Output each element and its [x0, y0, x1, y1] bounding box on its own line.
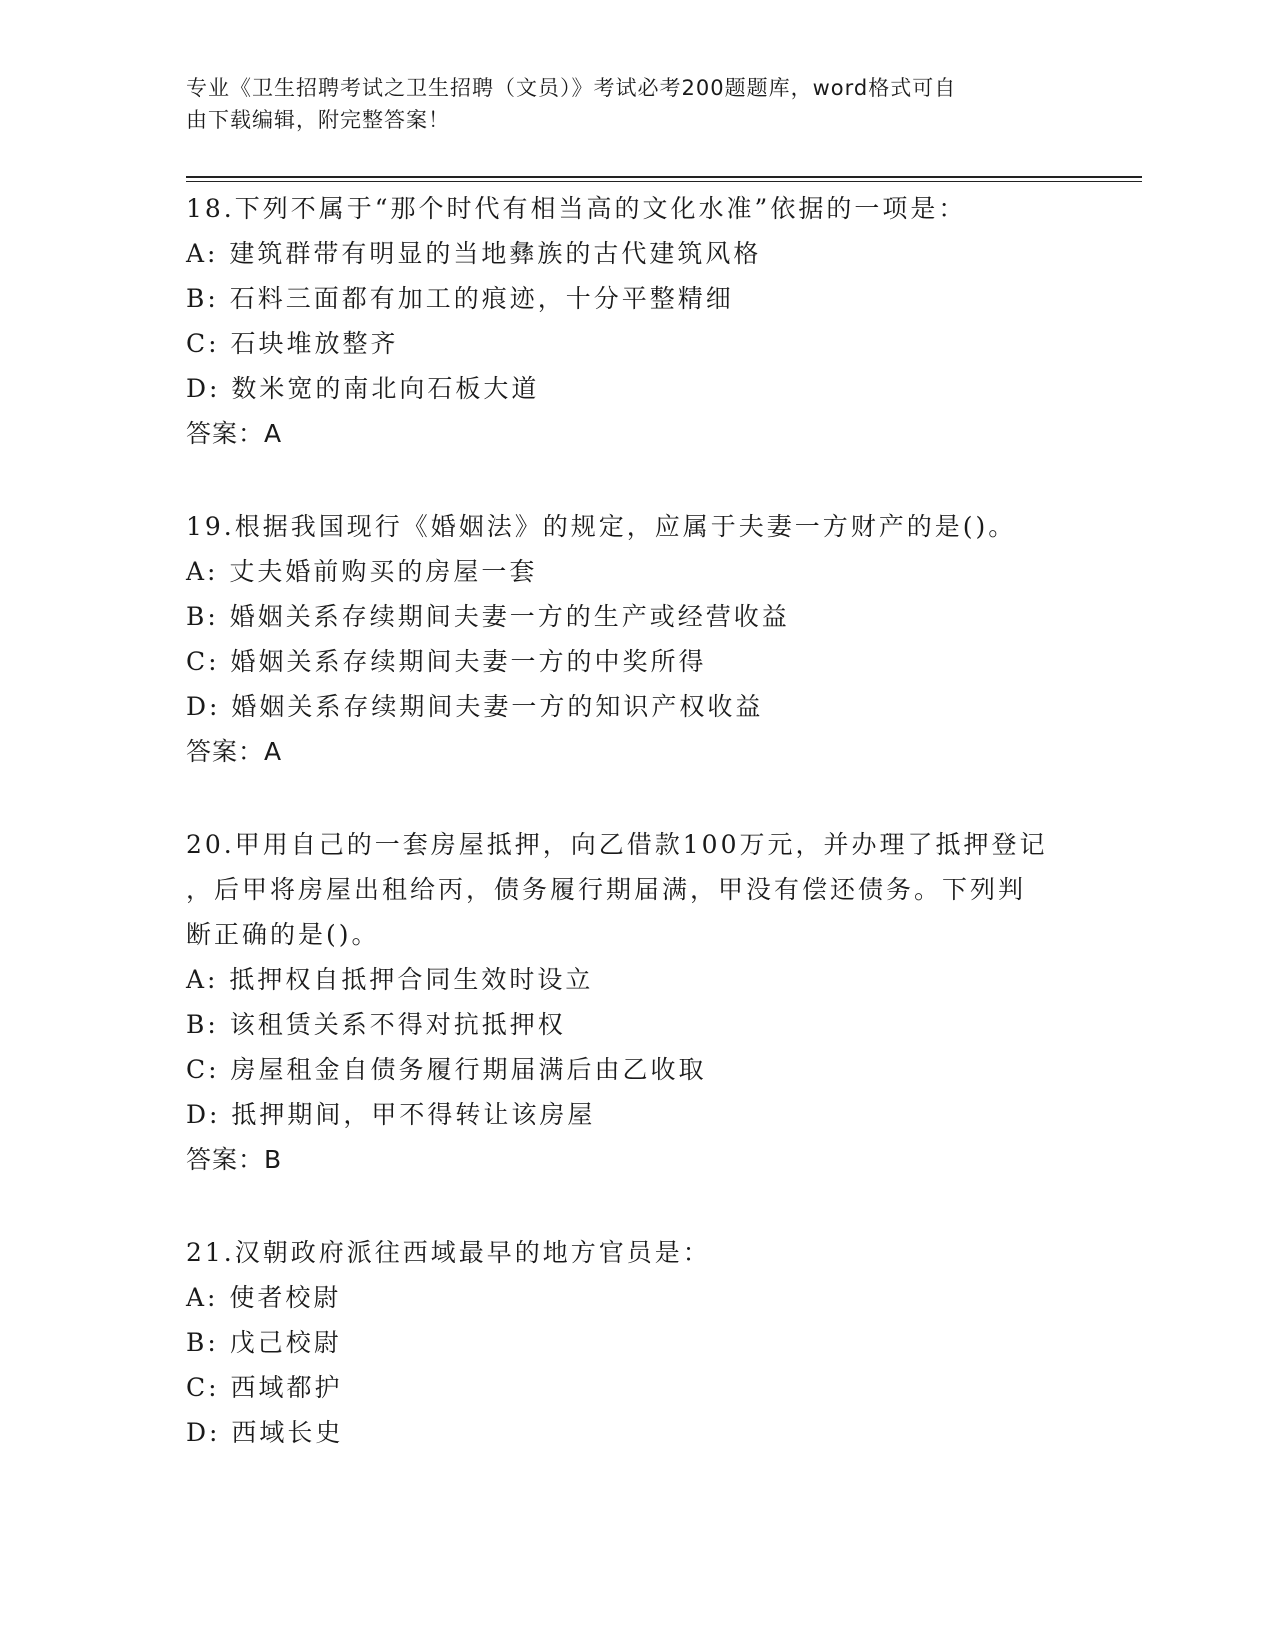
header-divider-thin: [186, 181, 1142, 182]
question-stem: 18.下列不属于“那个时代有相当高的文化水准”依据的一项是：: [186, 194, 967, 223]
question-stem: 21.汉朝政府派往西域最早的地方官员是：: [186, 1238, 711, 1267]
question-stem-line-2: ，后甲将房屋出租给丙，债务履行期届满，甲没有偿还债务。下列判: [186, 875, 1027, 904]
option-b: B: 婚姻关系存续期间夫妻一方的生产或经营收益: [186, 602, 790, 631]
header-divider-thick: [186, 176, 1142, 178]
header-title-line-2: 由下载编辑，附完整答案！: [186, 108, 450, 132]
answer-label: 答案：B: [186, 1145, 283, 1174]
option-a: A: 抵押权自抵押合同生效时设立: [186, 965, 594, 994]
option-d: D: 婚姻关系存续期间夫妻一方的知识产权收益: [186, 692, 764, 721]
answer-label: 答案：A: [186, 419, 283, 448]
option-a: A: 丈夫婚前购买的房屋一套: [186, 557, 538, 586]
option-c: C: 西域都护: [186, 1373, 343, 1402]
document-header: [186, 72, 1066, 136]
question-19: [186, 504, 1066, 774]
question-stem-line-3: 断正确的是()。: [186, 920, 380, 949]
option-d: D: 抵押期间，甲不得转让该房屋: [186, 1100, 596, 1129]
option-b: B: 戊己校尉: [186, 1328, 342, 1357]
question-21: [186, 1230, 1066, 1455]
header-title-line-1: 专业《卫生招聘考试之卫生招聘（文员）》考试必考200题题库，word格式可自: [186, 76, 957, 100]
option-c: C: 婚姻关系存续期间夫妻一方的中奖所得: [186, 647, 707, 676]
answer-label: 答案：A: [186, 737, 283, 766]
question-stem: 19.根据我国现行《婚姻法》的规定，应属于夫妻一方财产的是()。: [186, 512, 1017, 541]
option-c: C: 房屋租金自债务履行期届满后由乙收取: [186, 1055, 707, 1084]
option-a: A: 使者校尉: [186, 1283, 342, 1312]
option-b: B: 石料三面都有加工的痕迹，十分平整精细: [186, 284, 734, 313]
question-stem-line-1: 20.甲用自己的一套房屋抵押，向乙借款100万元，并办理了抵押登记: [186, 830, 1048, 859]
question-20: [186, 822, 1066, 1182]
option-d: D: 西域长史: [186, 1418, 344, 1447]
option-d: D: 数米宽的南北向石板大道: [186, 374, 540, 403]
question-18: [186, 186, 1066, 456]
option-a: A: 建筑群带有明显的当地彝族的古代建筑风格: [186, 239, 762, 268]
question-list: [186, 186, 1066, 1503]
option-c: C: 石块堆放整齐: [186, 329, 399, 358]
option-b: B: 该租赁关系不得对抗抵押权: [186, 1010, 566, 1039]
